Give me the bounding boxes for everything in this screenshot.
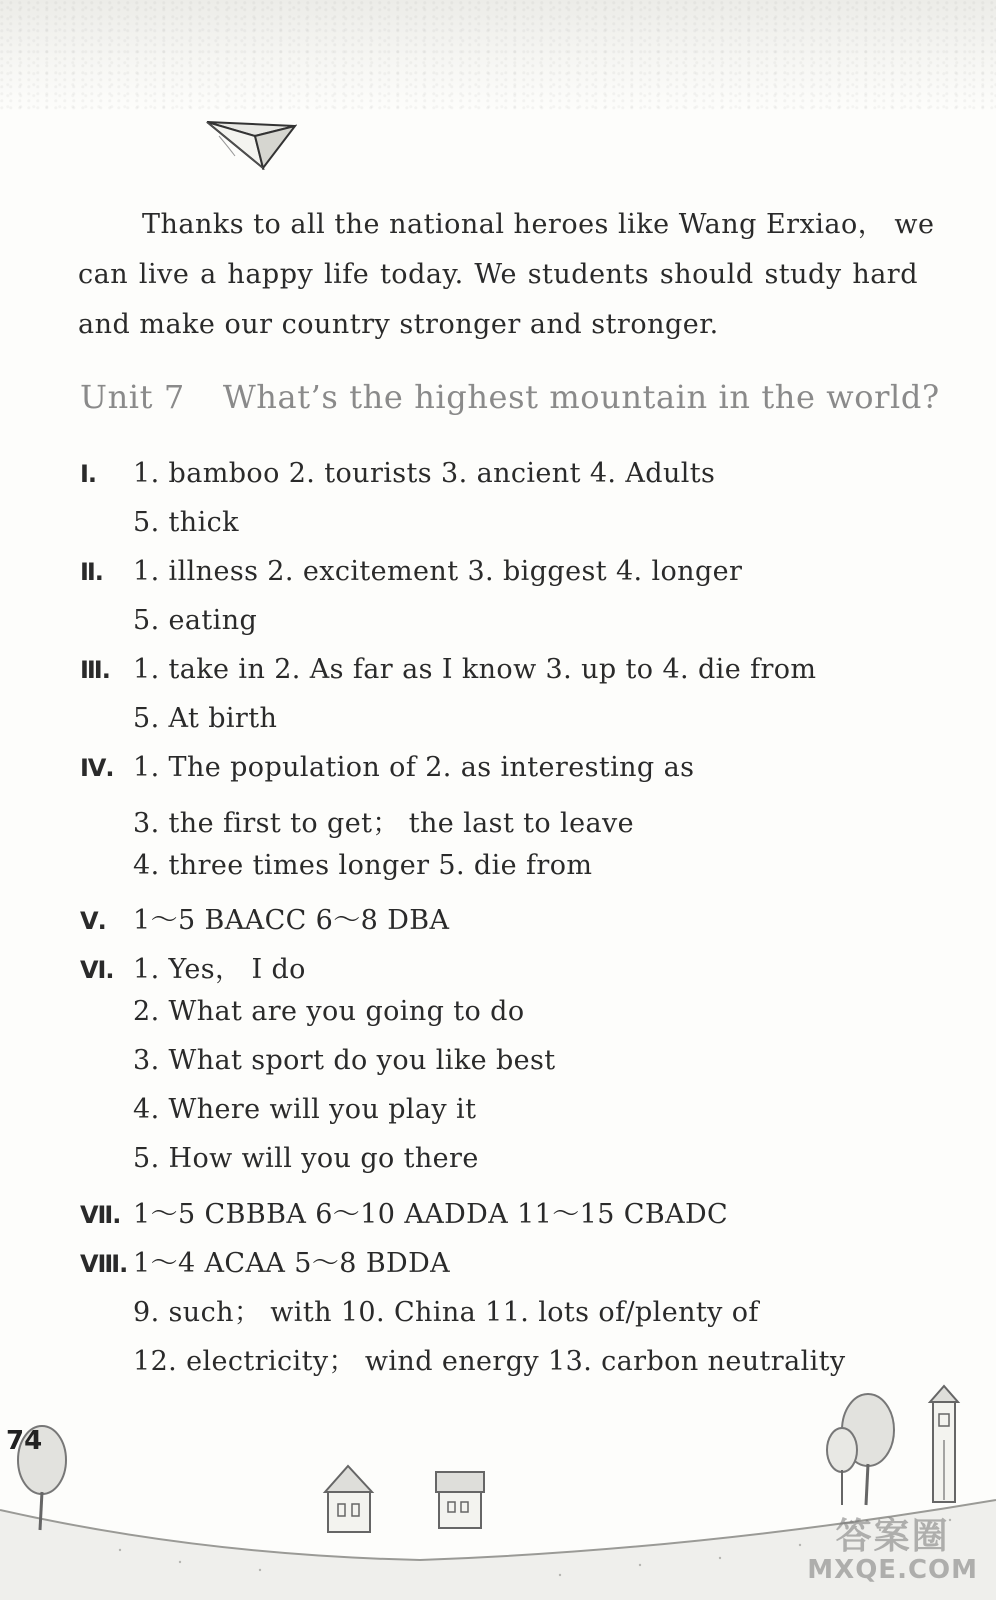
- section-1-line-1: [80, 458, 715, 498]
- unit-title-text: What’s the highest mountain in the world?: [222, 378, 940, 416]
- section-8-line-3: 12. electricity； wind energy 13. carbon neutrality: [133, 1346, 846, 1377]
- tower-house-icon: [930, 1386, 958, 1502]
- section-1-label: Ⅰ.: [80, 460, 97, 488]
- section-2-label: Ⅱ.: [80, 558, 103, 586]
- section-2-line-2: 5. eating: [133, 605, 258, 636]
- section-7-text-1: 1～5 CBBBA 6～10 AADDA 11～15 CBADC: [133, 1199, 729, 1230]
- watermark: [807, 1508, 978, 1585]
- section-7-line-1: [80, 1192, 728, 1232]
- section-8-text-1: 1～4 ACAA 5～8 BDDA: [133, 1248, 451, 1279]
- unit-heading: [80, 378, 940, 416]
- page-number: 74: [6, 1426, 43, 1456]
- right-trees-icon: [827, 1394, 894, 1505]
- section-6-text-1: 1. Yes， I do: [133, 954, 306, 985]
- section-5-text-1: 1～5 BAACC 6～8 DBA: [133, 905, 450, 936]
- section-1-line-2: 5. thick: [133, 507, 239, 538]
- paper-plane-icon: [205, 118, 297, 170]
- closing-paragraph: [78, 200, 935, 350]
- paragraph-line-1: Thanks to all the national heroes like Wang Erxiao， we: [142, 209, 935, 240]
- section-4-line-1: [80, 752, 694, 792]
- section-8-line-1: [80, 1241, 450, 1281]
- section-6-line-5: 5. How will you go there: [133, 1143, 479, 1174]
- house-2-icon: [436, 1472, 484, 1528]
- paragraph-line-2: can live a happy life today. We students should study hard: [78, 259, 918, 290]
- section-6-label: Ⅵ.: [80, 956, 114, 984]
- section-6-line-1: [80, 947, 306, 987]
- watermark-logo-text: 答案圈: [835, 1516, 950, 1557]
- section-6-line-4: 4. Where will you play it: [133, 1094, 477, 1125]
- watermark-url: MXQE.COM: [807, 1555, 978, 1585]
- section-3-text-1: 1. take in 2. As far as I know 3. up to 4. die from: [133, 654, 817, 685]
- section-8-label: Ⅷ.: [80, 1250, 128, 1278]
- section-3-label: Ⅲ.: [80, 656, 110, 684]
- section-2-line-1: [80, 556, 742, 596]
- unit-number: Unit 7: [80, 378, 185, 416]
- section-4-text-1: 1. The population of 2. as interesting as: [133, 752, 695, 783]
- section-5-label: Ⅴ.: [80, 907, 106, 935]
- paragraph-line-3: and make our country stronger and stronger.: [78, 309, 719, 340]
- section-7-label: Ⅶ.: [80, 1201, 121, 1229]
- section-4-label: Ⅳ.: [80, 754, 114, 782]
- section-1-text-1: 1. bamboo 2. tourists 3. ancient 4. Adults: [133, 458, 716, 489]
- section-5-line-1: [80, 898, 449, 938]
- section-3-line-1: [80, 654, 816, 694]
- house-1-icon: [325, 1466, 372, 1532]
- section-8-line-2: 9. such； with 10. China 11. lots of/plenty of: [133, 1297, 759, 1328]
- top-texture-band: [0, 0, 996, 110]
- section-3-line-2: 5. At birth: [133, 703, 278, 734]
- section-2-text-1: 1. illness 2. excitement 3. biggest 4. longer: [133, 556, 743, 587]
- section-6-line-3: 3. What sport do you like best: [133, 1045, 556, 1076]
- section-4-line-3: 4. three times longer 5. die from: [133, 850, 593, 881]
- section-4-line-2: 3. the first to get； the last to leave: [133, 808, 635, 839]
- section-6-line-2: 2. What are you going to do: [133, 996, 525, 1027]
